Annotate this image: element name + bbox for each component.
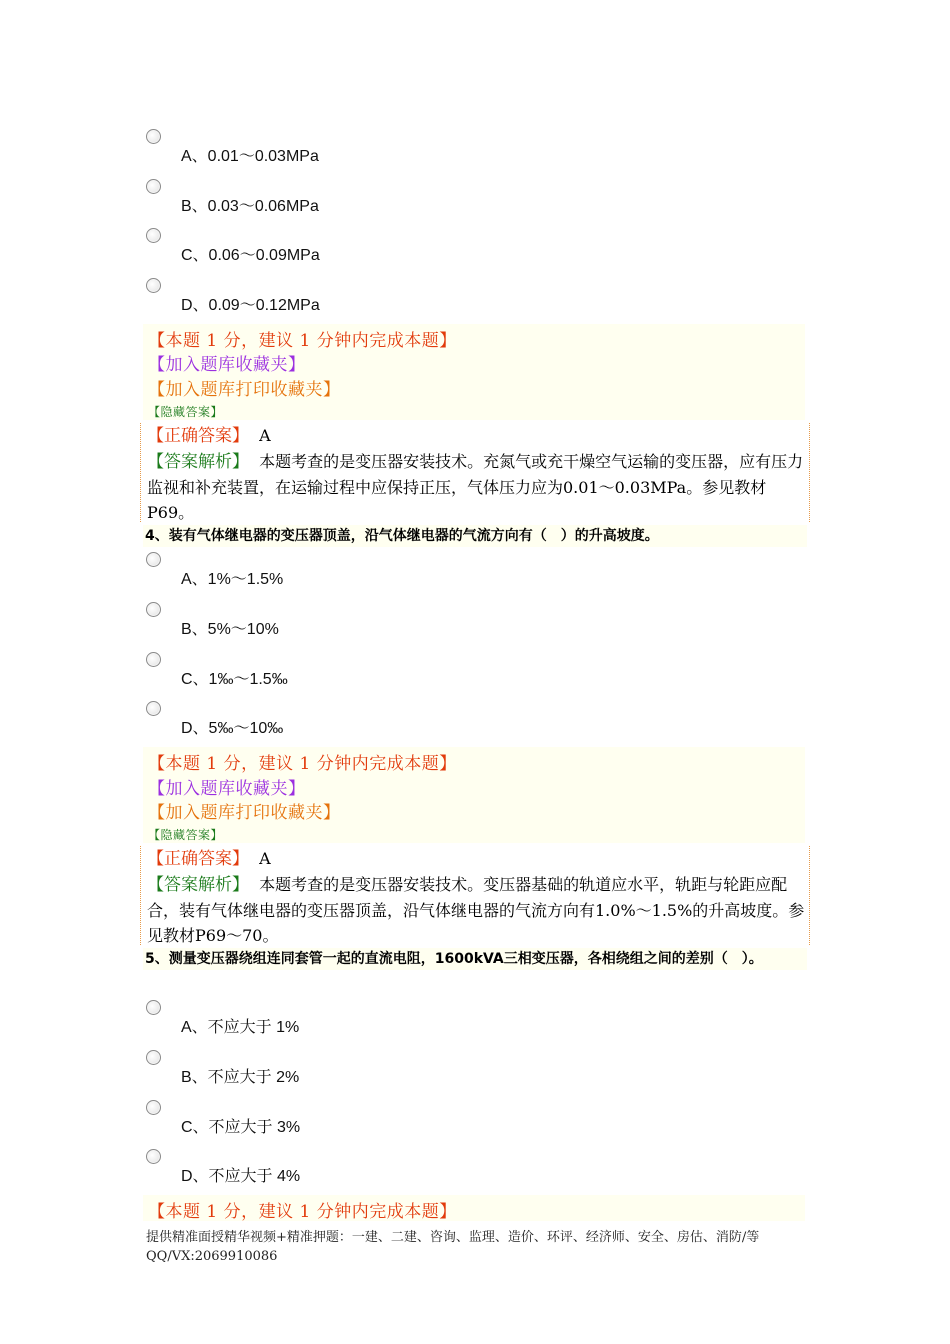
option-label-q5-a: A、不应大于 1%	[181, 1019, 300, 1036]
option-radio-q5-c[interactable]	[146, 1100, 161, 1115]
q4-question-text: 4、装有气体继电器的变压器顶盖，沿气体继电器的气流方向有（ ）的升高坡度。	[143, 525, 807, 547]
option-radio-q5-a[interactable]	[146, 1000, 161, 1015]
option-label-q3-c: C、0.06～0.09MPa	[181, 247, 320, 264]
option-radio-q3-c[interactable]	[146, 228, 161, 243]
q3-hide-answer-link[interactable]: 【隐藏答案】	[148, 405, 224, 419]
option-label-q5-c: C、不应大于 3%	[181, 1119, 301, 1136]
q3-correct-value: A	[259, 426, 271, 445]
q4-hide-answer-link[interactable]: 【隐藏答案】	[148, 828, 224, 842]
footer-promo-text: 提供精准面授精华视频+精准押题：一建、二建、咨询、监理、造价、环评、经济师、安全、房估、消防/等 QQ/VX:2069910086	[146, 1230, 773, 1264]
option-label-q4-a: A、1%～1.5%	[181, 571, 284, 588]
option-radio-q3-b[interactable]	[146, 179, 161, 194]
q4-answer-box	[140, 846, 810, 945]
option-label-q3-b: B、0.03～0.06MPa	[181, 198, 319, 215]
option-label-q4-b: B、5%～10%	[181, 621, 279, 638]
q5-question-text: 5、测量变压器绕组连同套管一起的直流电阻，1600kVA三相变压器，各相绕组之间的差别（ ）。	[143, 948, 807, 970]
q3-add-print-favorite-link[interactable]: 【加入题库打印收藏夹】	[148, 380, 341, 400]
option-radio-q5-b[interactable]	[146, 1050, 161, 1065]
option-radio-q5-d[interactable]	[146, 1149, 161, 1164]
q3-answer-content	[141, 423, 809, 525]
option-radio-q4-b[interactable]	[146, 602, 161, 617]
q4-analysis-text: 本题考查的是变压器安装技术。变压器基础的轨道应水平，轨距与轮距应配合，装有气体继电器的变压器顶盖，沿气体继电器的气流方向有1.0%～1.5%的升高坡度。参见教材P69～70。	[147, 875, 805, 945]
q3-add-favorite-link[interactable]: 【加入题库收藏夹】	[148, 355, 306, 375]
option-radio-q4-d[interactable]	[146, 701, 161, 716]
q3-analysis-label: 【答案解析】	[147, 452, 249, 472]
option-radio-q4-a[interactable]	[146, 552, 161, 567]
option-label-q5-b: B、不应大于 2%	[181, 1069, 300, 1086]
option-radio-q3-a[interactable]	[146, 129, 161, 144]
q3-analysis-text: 本题考查的是变压器安装技术。充氮气或充干燥空气运输的变压器，应有压力监视和补充装置，在运输过程中应保持正压，气体压力应为0.01～0.03MPa。参见教材P69。	[147, 452, 804, 522]
option-label-q3-a: A、0.01～0.03MPa	[181, 148, 319, 165]
q3-correct-label: 【正确答案】	[147, 426, 249, 446]
option-radio-q4-c[interactable]	[146, 652, 161, 667]
q4-correct-value: A	[259, 849, 271, 868]
option-radio-q3-d[interactable]	[146, 278, 161, 293]
q4-answer-content	[141, 846, 809, 948]
q4-add-print-favorite-link[interactable]: 【加入题库打印收藏夹】	[148, 803, 341, 823]
q4-correct-label: 【正确答案】	[147, 849, 249, 869]
q3-score-note: 【本题 1 分，建议 1 分钟内完成本题】	[148, 331, 457, 351]
option-label-q3-d: D、0.09～0.12MPa	[181, 297, 320, 314]
q4-add-favorite-link[interactable]: 【加入题库收藏夹】	[148, 779, 306, 799]
option-label-q5-d: D、不应大于 4%	[181, 1168, 301, 1185]
option-label-q4-d: D、5‰～10‰	[181, 720, 284, 737]
q4-analysis-label: 【答案解析】	[147, 875, 249, 895]
q4-score-note: 【本题 1 分，建议 1 分钟内完成本题】	[148, 754, 457, 774]
q5-score-note: 【本题 1 分，建议 1 分钟内完成本题】	[148, 1202, 457, 1222]
q3-answer-box	[140, 423, 810, 522]
option-label-q4-c: C、1‰～1.5‰	[181, 671, 288, 688]
